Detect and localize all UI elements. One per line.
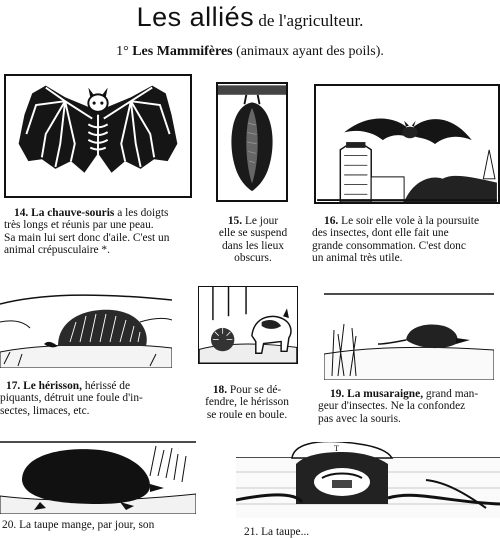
caption-14-line1: a les doigts	[117, 207, 169, 219]
caption-15-line3: dans les lieux	[221, 239, 284, 252]
caption-14-line2: très longs et réunis par une peau.	[4, 219, 154, 232]
caption-17-line1: hérissé de	[84, 380, 131, 392]
caption-19-number: 19.	[330, 388, 345, 400]
mole-illustration	[0, 436, 196, 514]
section-heading	[0, 44, 500, 60]
caption-20-line: 20. La taupe mange, par jour, son	[2, 519, 155, 531]
burrow-letter: T	[334, 444, 339, 453]
caption-16-line2: des insectes, dont elle fait une	[312, 227, 449, 240]
caption-21	[244, 526, 500, 538]
caption-18-line2: fendre, le hérisson	[205, 396, 289, 409]
section-number: 1°	[116, 44, 129, 59]
caption-17-line2: piquants, détruit une foule d'in-	[0, 392, 143, 405]
caption-19-subject: La musaraigne,	[347, 388, 424, 400]
flying-bat-illustration	[314, 84, 500, 204]
title-rest: de l'agriculteur.	[254, 11, 364, 30]
mole-burrow-illustration	[236, 442, 500, 518]
caption-18-line1: Pour se dé-	[229, 384, 282, 396]
caption-17-number: 17.	[6, 380, 21, 392]
shrew-illustration	[324, 290, 494, 380]
section-title: Les Mammifères	[132, 44, 233, 59]
caption-15-number: 15.	[227, 215, 243, 227]
caption-19-line2: geur d'insectes. Ne la confondez	[318, 400, 466, 413]
caption-17-subject: Le hérisson,	[23, 380, 82, 392]
caption-14-number: 14.	[14, 207, 29, 219]
caption-15-line4: obscurs.	[234, 251, 272, 264]
caption-21-line: 21. La taupe...	[244, 526, 310, 538]
hedgehog-ball-illustration	[198, 286, 298, 364]
caption-18-number: 18.	[212, 384, 228, 396]
title-main: Les alliés	[136, 2, 255, 32]
caption-16-line1: Le soir elle vole à la poursuite	[341, 215, 480, 227]
caption-15	[212, 215, 294, 264]
caption-19-line1: grand man-	[425, 388, 479, 400]
caption-19-line3: pas avec la souris.	[318, 412, 401, 425]
caption-19	[318, 388, 500, 425]
hanging-bat-illustration	[216, 82, 288, 202]
caption-17-line3: sectes, limaces, etc.	[0, 404, 90, 417]
caption-14-line4: animal crépusculaire *.	[4, 243, 110, 256]
caption-15-line2: elle se suspend	[218, 227, 288, 240]
section-note: (animaux ayant des poils).	[236, 44, 384, 59]
caption-15-line1: Le jour	[244, 215, 279, 227]
page-title	[0, 2, 500, 33]
hedgehog-illustration	[0, 282, 172, 368]
caption-20	[2, 519, 212, 531]
caption-18-line3: se roule en boule.	[206, 408, 288, 421]
caption-18	[192, 384, 302, 421]
caption-17	[0, 380, 176, 417]
caption-16-line4: un animal très utile.	[312, 251, 403, 264]
caption-16-number: 16.	[324, 215, 339, 227]
caption-16	[312, 215, 500, 264]
caption-14-line3: Sa main lui sert donc d'aile. C'est un	[4, 231, 170, 244]
caption-14-subject: La chauve-souris	[31, 207, 115, 219]
bat-skeleton-illustration	[4, 74, 192, 198]
caption-16-line3: grande consommation. C'est donc	[312, 239, 466, 252]
caption-14	[4, 207, 200, 256]
